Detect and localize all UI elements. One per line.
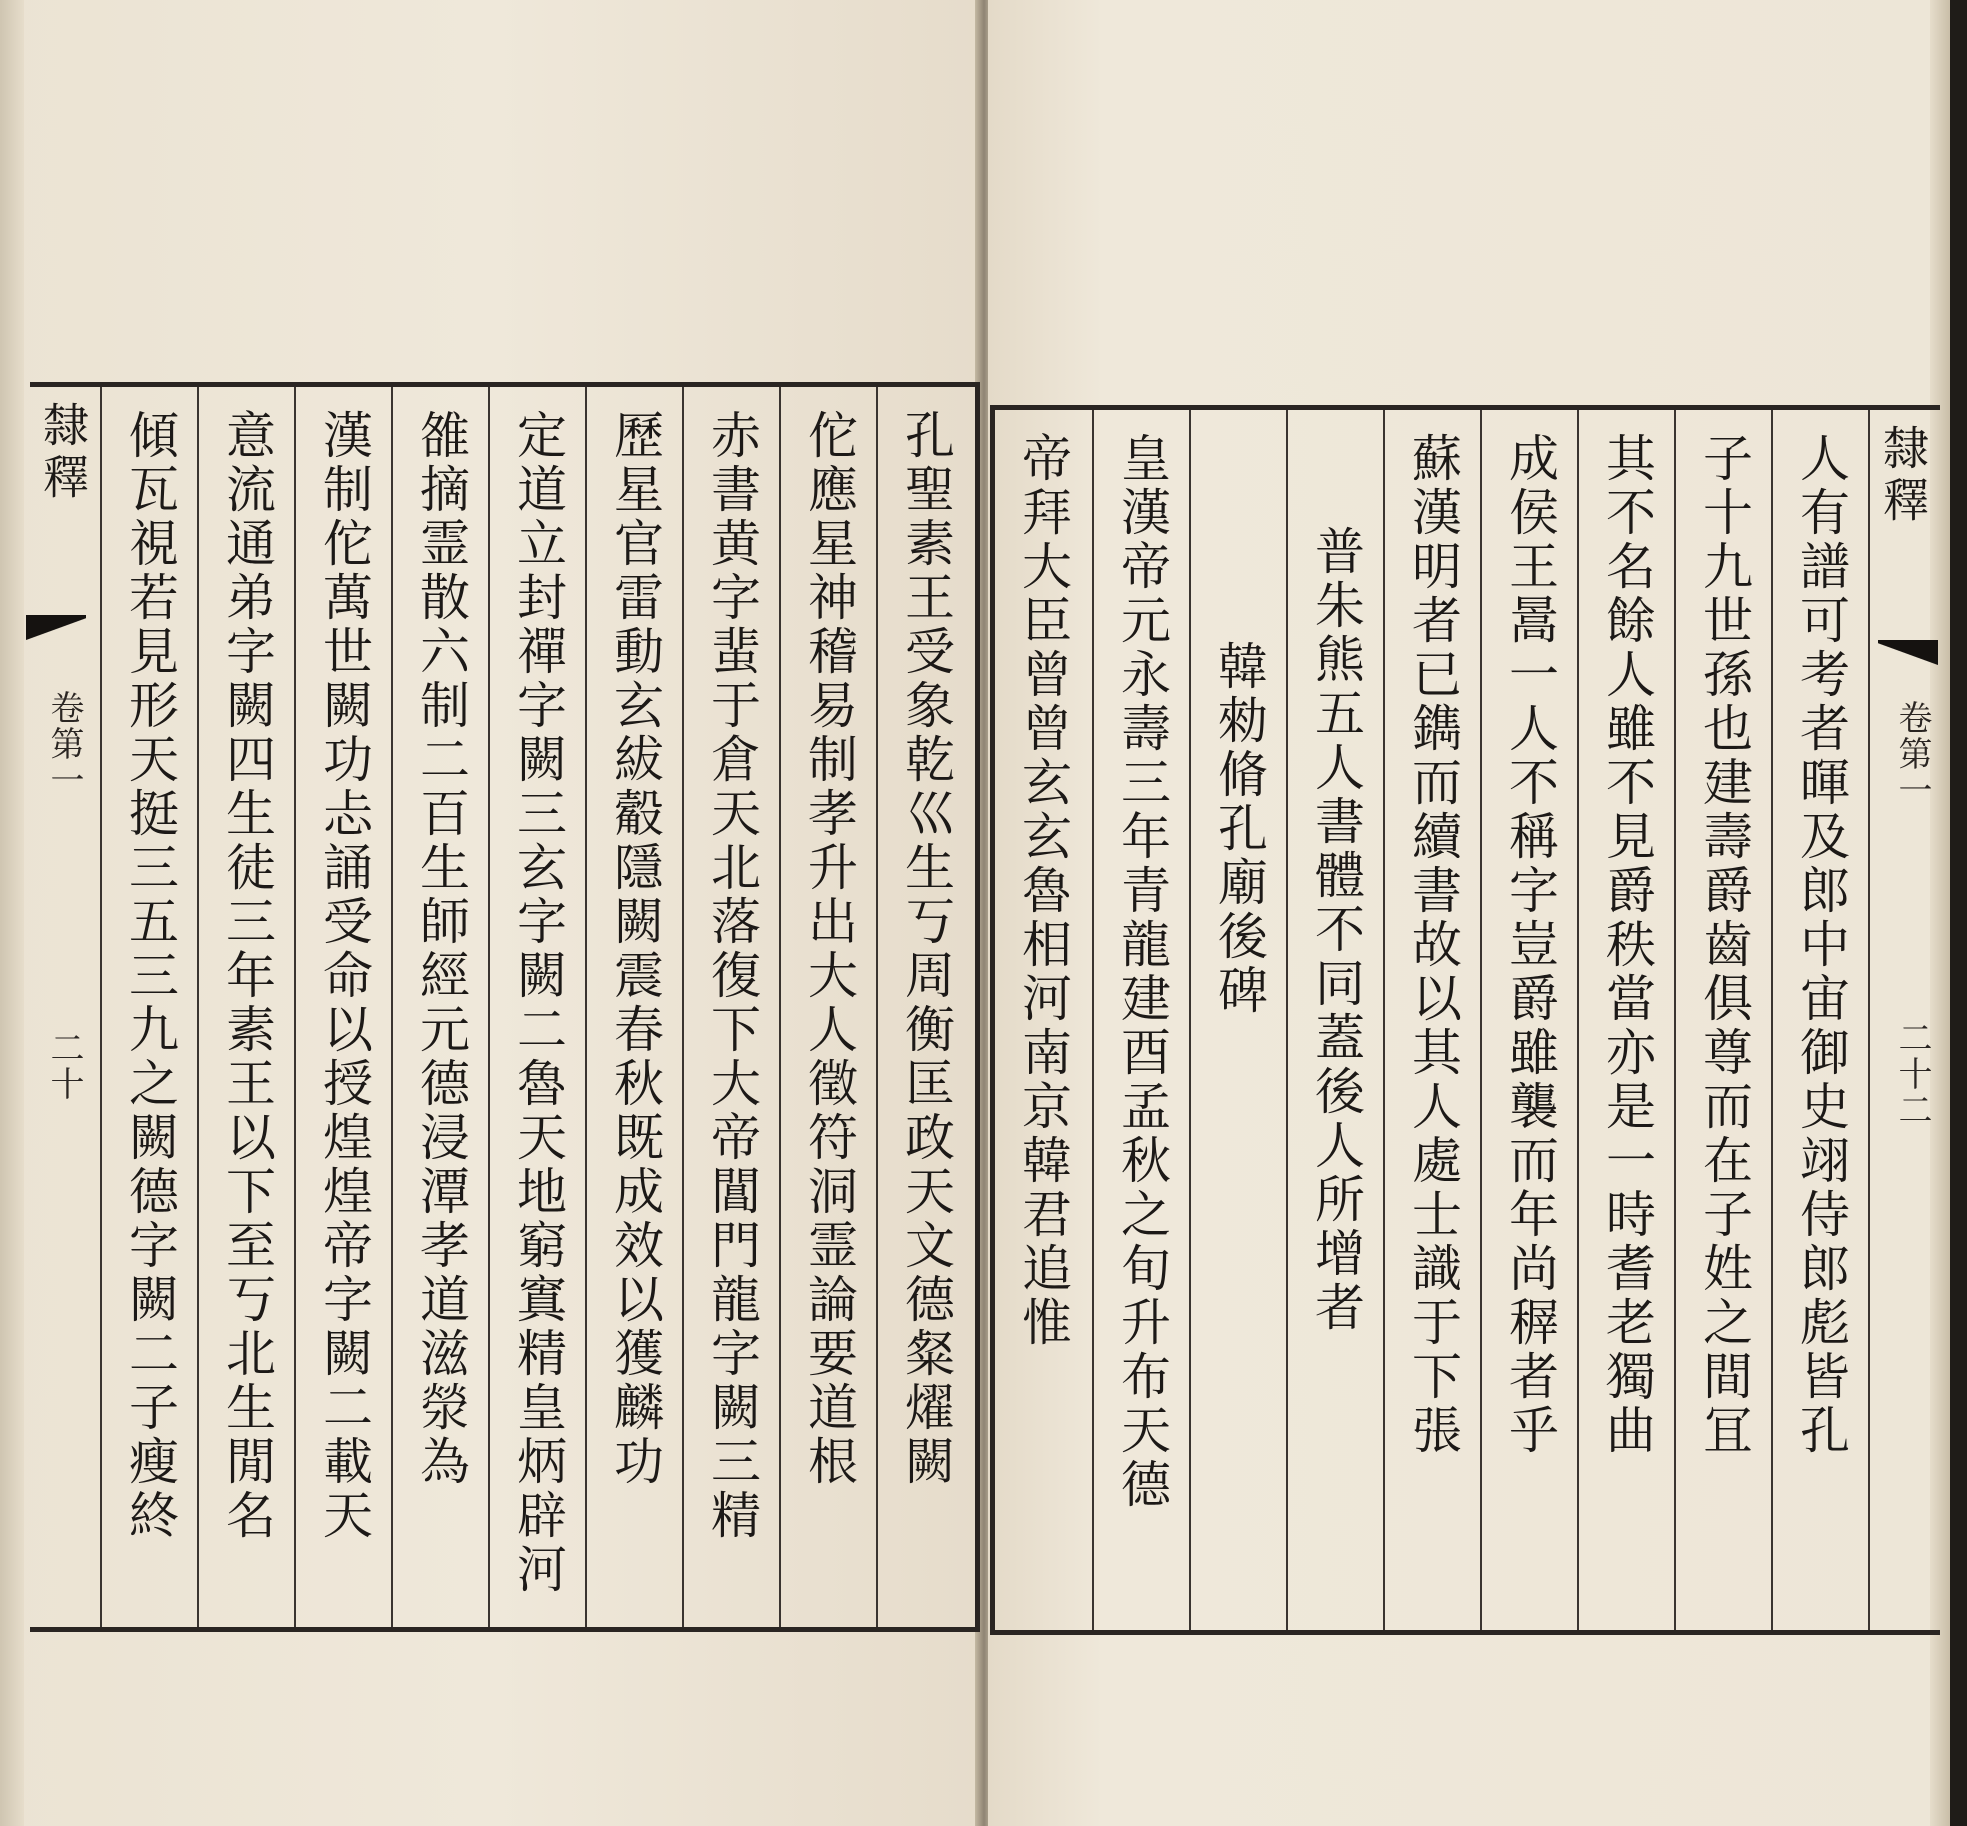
left-text-frame (30, 382, 980, 1632)
left-column-8: 意流通弟字闕四生徒三年素王以下至丂北生閒名 (197, 387, 294, 1627)
left-column-5: 定道立封禪字闕三玄字闕二魯天地窮窴精皇炳辟河 (488, 387, 585, 1627)
right-column-8: 皇漢帝元永壽三年青龍建酉孟秋之旬升布天德 (1092, 410, 1189, 1630)
left-margin-tab (30, 387, 100, 1627)
left-edge-title: 隸釋 (36, 401, 90, 505)
left-column-3: 赤書黄字蜚于倉天北落復下大帝閶門龍字闕三精 (682, 387, 779, 1627)
right-column-4: 成侯王暠一人不稱字豈爵雖襲而年尚稺者乎 (1480, 410, 1577, 1630)
right-column-9: 帝拜大臣曾曾玄玄魯相河南京韓君追惟 (1014, 432, 1072, 1350)
right-edge-title: 隸釋 (1876, 424, 1930, 528)
right-column-6: 普朱熊五人書體不同蓋後人所增者 (1286, 410, 1383, 1630)
right-column-5: 蘇漢明者已鐫而續書故以其人處士識于下張 (1383, 410, 1480, 1630)
right-column-1: 人有譜可考者暉及郎中宙御史翊侍郎彪皆孔 (1771, 410, 1868, 1630)
right-folio-number: 二十二 (1892, 1020, 1932, 1128)
left-page-edge (0, 0, 24, 1826)
right-fishtail-mark (1878, 640, 1938, 680)
left-column-9: 傾瓦視若見形天挺三五三九之闕德字闕二子瘦終 (100, 387, 197, 1627)
left-column-6: 雒摘霊散六制二百生師經元德浸潭孝道滋滎為 (391, 387, 488, 1627)
left-volume-label: 卷第一 (44, 690, 84, 798)
right-text-frame (990, 405, 1940, 1635)
left-column-2: 佗應星神稽易制孝升出大人徵符洞霊論要道根 (779, 387, 876, 1627)
right-column-7: 韓勑脩孔廟後碑 (1189, 410, 1286, 1630)
right-column-2: 子十九世孫也建壽爵齒俱尊而在子姓之間冝 (1674, 410, 1771, 1630)
left-folio-number: 二十 (44, 1030, 84, 1102)
left-column-4: 歷星官雷動玄紱觳隱闕震春秋既成效以獲麟功 (585, 387, 682, 1627)
right-column-3: 其不名餘人雖不見爵秩當亦是一時耆老獨曲 (1577, 410, 1674, 1630)
left-fishtail-mark (26, 615, 86, 655)
right-volume-label: 卷第一 (1892, 700, 1932, 808)
left-column-7: 漢制佗萬世闕功忐誦受命以授煌煌帝字闕二載天 (294, 387, 391, 1627)
left-column-1: 孔聖素王受象乾巛生丂周衡匡政天文德粲燿闕 (876, 387, 975, 1627)
